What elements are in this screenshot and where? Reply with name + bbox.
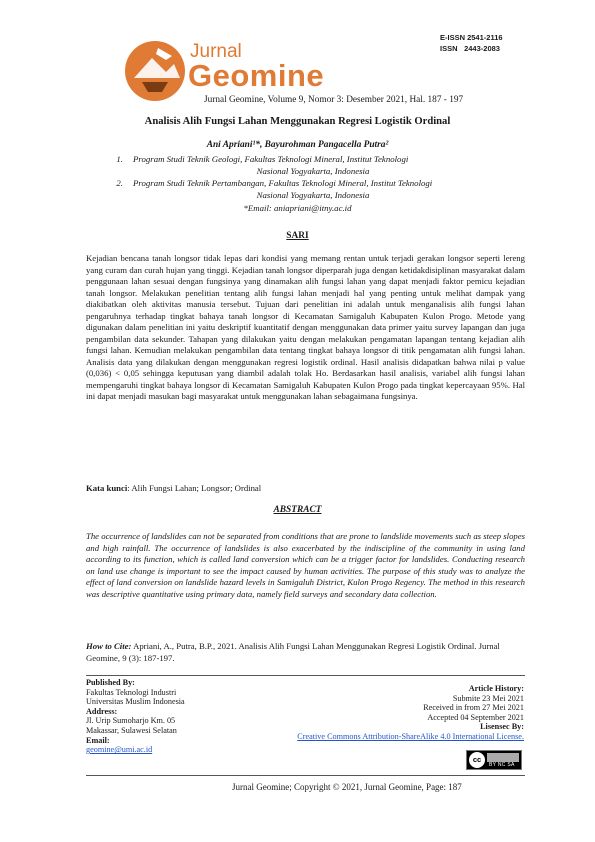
sari-heading: SARI — [286, 231, 309, 241]
history-heading: Article History: — [468, 684, 524, 693]
accepted-date: Accepted 04 September 2021 — [427, 712, 524, 722]
journal-logo-icon — [122, 38, 188, 104]
divider-top — [86, 675, 525, 676]
cite-text: Apriani, A., Putra, B.P., 2021. Analisis Alih Fungsi Lahan Menggunakan Regresi Logistik Ordinal. Jurnal Geomine, 9 (3): 187-197. — [86, 641, 500, 663]
license-link[interactable]: Creative Commons Attribution-ShareAlike 4.0 International License. — [297, 731, 524, 741]
keywords-text: : Alih Fungsi Lahan; Longsor; Ordinal — [127, 483, 262, 493]
publisher-line1: Fakultas Teknologi Industri — [86, 687, 177, 697]
published-heading: Published By: — [86, 678, 135, 687]
issn-block — [440, 32, 503, 54]
cc-bar — [487, 753, 519, 762]
article-authors: Ani Apriani¹*, Bayurohman Pangacella Putra² — [206, 140, 389, 150]
cc-license-badge-icon[interactable] — [466, 750, 522, 770]
address-line1: Jl. Urip Sumoharjo Km. 05 — [86, 716, 176, 726]
logo-text-bottom: Geomine — [188, 58, 325, 93]
address-heading: Address: — [86, 706, 118, 716]
keywords — [86, 483, 525, 493]
received-date: Received in from 27 Mei 2021 — [423, 703, 524, 713]
affiliations — [103, 153, 523, 201]
corresponding-email: *Email: aniapriani@itny.ac.id — [243, 203, 352, 213]
cc-badge-text: BY NC SA — [489, 762, 515, 768]
article-history-block — [204, 684, 524, 742]
eissn: E-ISSN 2541-2116 — [440, 33, 503, 42]
keywords-label: Kata kunci — [86, 483, 128, 493]
issn-label: ISSN — [440, 44, 458, 53]
submitted-date: Submite 23 Mei 2021 — [452, 693, 524, 703]
divider-bottom — [86, 775, 525, 776]
affiliation-2-cont: Nasional Yogyakarta, Indonesia — [256, 190, 370, 200]
logo-text-top: Jurnal — [190, 41, 242, 62]
abstract-heading: ABSTRACT — [273, 505, 322, 515]
affiliation-1-cont: Nasional Yogyakarta, Indonesia — [256, 166, 370, 176]
page-footer: Jurnal Geomine; Copyright © 2021, Jurnal Geomine, Page: 187 — [232, 782, 462, 792]
abstract-body: The occurrence of landslides can not be separated from conditions that are prone to landslide movements such as steep slopes and high rainfall. The occurrence of landslides is also exacerbated by the indiscipline of the community in using land according to its function, which is called land conversion which can be a trigger factor for landslides. Conducting research on land use change is important to see the impact caused by human activities. The purpose of this study was to analyze the effect of land conversion on landslide hazard levels in Samigaluh District, Kulon Progo Regency. The method in this research was descriptive quantitative using primary data, namely field surveys and secondary data collection. — [86, 531, 525, 599]
address-line2: Makassar, Sulawesi Selatan — [86, 725, 177, 735]
sari-body: Kejadian bencana tanah longsor tidak lepas dari kondisi yang memang rentan untuk terjadi gerakan longsor seperti lereng yang curam dan curah hujan yang tinggi. Kejadian tanah longsor diperparah juga dengan ketidakdisiplinan masyarakat dalam penggunaan lahan sesuai dengan fungsinya yang dinamakan alih fungsi lahan yang dapat menjadi faktor pemicu kejadian tanah longsor. Melakukan penelitian tentang alih fungsi lahan menjadi hal yang penting untuk melihat dampak yang diakibatkan oleh aktivitas manusia tersebut. Tujuan dari penelitian ini adalah untuk menganalisis alih fungsi lahan pengaruhnya terhadap tingkat bahaya tanah longsor di Kecamatan Samigaluh Kabupaten Kulon Progo. Metode yang digunakan dalam penelitian ini yaitu deskriptif kuantitatif dengan menggunakan data primer yaitu survey lapangan dan juga pengambilan data sekunder. Tahapan yang dilakukan yaitu dengan melakukan pengamatan lapangan tentang kejadian alih fungsi lahan. Kemudian melakukan pengambilan data tentang tingkat bahaya longsor di titik pengamatan alih fungsi lahan. Analisis data yang dilakukan dengan menggunakan regresi logistik ordinal. Hasil analisis didapatkan bahwa nilai p value (0,036) < 0,05 sehingga keputusan yang diambil adalah tolak Ho. Berdasarkan hasil analisis, variabel alih fungsi lahan mempengaruhi tingkat bahaya longsor di Kecamatan Samigaluh Kabupaten Kulon Progo pada tingkat kepercayaan 95%. Hal ini dapat menjadi masukan bagi masyarakat untuk menggunakan lahan sebagaimana fungsinya. — [86, 253, 525, 401]
how-to-cite — [86, 641, 525, 664]
article-title: Analisis Alih Fungsi Lahan Menggunakan Regresi Logistik Ordinal — [144, 116, 451, 127]
affiliation-1: 1. Program Studi Teknik Geologi, Fakultas Teknologi Mineral, Institut Teknologi — [116, 154, 409, 164]
email-heading: Email: — [86, 735, 110, 745]
cc-circle: cc — [469, 752, 485, 768]
affiliation-2: 2. Program Studi Teknik Pertambangan, Fakultas Teknologi Mineral, Institut Teknologi — [116, 178, 433, 188]
journal-citation-line: Jurnal Geomine, Volume 9, Nomor 3: Desember 2021, Hal. 187 - 197 — [204, 95, 464, 105]
publisher-email-link[interactable]: geomine@umi.ac.id — [86, 745, 153, 755]
cite-label: How to Cite: — [86, 641, 132, 651]
publisher-line2: Universitas Muslim Indonesia — [86, 697, 185, 707]
license-heading: Lisensec By: — [480, 722, 524, 732]
issn-value: 2443-2083 — [464, 44, 500, 53]
